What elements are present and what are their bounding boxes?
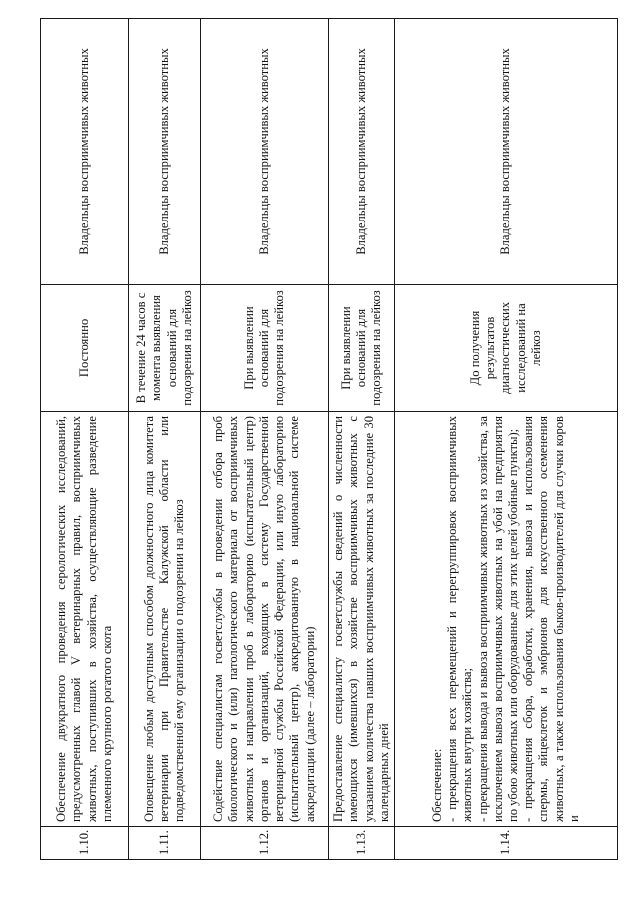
term-text: В течение 24 часов с момента выявления оснований для подозрения на лейкоз [129, 285, 201, 412]
term-text: До получения результатов диагностических исследований на лейкоз [395, 285, 618, 412]
row-number: 1.12. [201, 827, 329, 860]
row-number: 1.14. [395, 827, 618, 860]
action-item: - прекращения всех перемещений и перегруппировок восприимчивых животных внутри хозяйства; [445, 416, 475, 822]
term-text: При выявлении оснований для подозрения на лейкоз [329, 285, 395, 412]
responsible-text: Владельцы восприимчивых животных [201, 19, 329, 285]
action-text: Оповещение любым доступным способом должностного лица комитета ветеринарии при Правительстве Калужской области или подведомственной ему организации о подозрении на лейкоз [129, 412, 201, 827]
table-row [395, 19, 618, 860]
row-number: 1.10. [41, 827, 129, 860]
row-number: 1.11. [129, 827, 201, 860]
table-row [201, 19, 329, 860]
action-text: Предоставление специалисту госветслужбы сведений о численности имеющихся (имевшихся) в хозяйстве восприимчивых животных с указанием количества павших восприимчивых животных за последние 30 календарных дней [329, 412, 395, 827]
table-row [329, 19, 395, 860]
term-text: При выявлении оснований для подозрения на лейкоз [201, 285, 329, 412]
table-row [41, 19, 129, 860]
table-row [129, 19, 201, 860]
rotated-page [40, 18, 618, 860]
action-text: Обеспечение двукратного проведения серологических исследований, предусмотренных главой V ветеринарных правил, восприимчивых животных, поступивших в хозяйства, осуществляющие разведение племенного крупного рогатого скота [41, 412, 129, 827]
responsible-text: Владельцы восприимчивых животных [395, 19, 618, 285]
action-item: - прекращения сбора, обработки, хранения, вывоза и использования спермы, яйцеклеток и эмбрионов для искусственного осеменения животных, а также использования быков-производителей для случки коров и [521, 416, 581, 822]
responsible-text: Владельцы восприимчивых животных [329, 19, 395, 285]
row-number: 1.13. [329, 827, 395, 860]
responsible-text: Владельцы восприимчивых животных [129, 19, 201, 285]
action-cell [395, 412, 618, 827]
term-text: Постоянно [41, 285, 129, 412]
responsible-text: Владельцы восприимчивых животных [41, 19, 129, 285]
action-item: - прекращения вывода и вывоза восприимчивых животных из хозяйства, за исключением вывоза восприимчивых животных на убой на предприятия по убою животных или оборудованные для этих целей убойные пункты); [475, 416, 520, 822]
action-text: Содействие специалистам госветслужбы в проведении отбора проб биологического и (или) патологического материала от восприимчивых животных и направлении проб в лабораторию (испытательный центр) органов и организаций, входящих в систему Государственной ветеринарной службы Российской Федерации, или иную лабораторию (испытательный центр), аккредитованную в национальной системе аккредитации (далее – лаборатории) [201, 412, 329, 827]
action-intro: Обеспечение: [429, 748, 444, 822]
measures-table [40, 18, 618, 860]
